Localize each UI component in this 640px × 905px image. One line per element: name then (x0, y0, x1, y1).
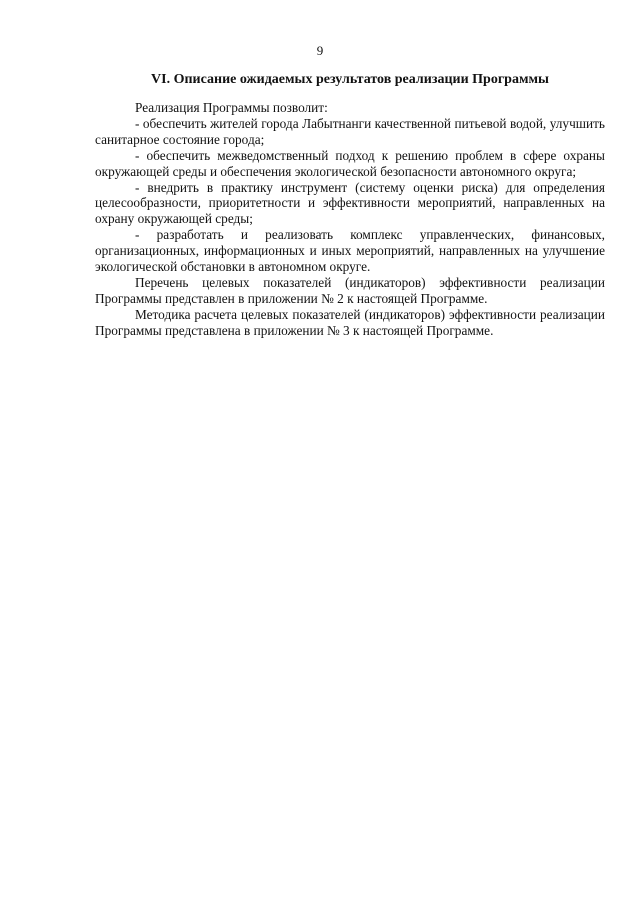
list-item: - обеспечить жителей города Лабытнанги качественной питьевой водой, улучшить санитарное состояние города; (95, 115, 605, 147)
body-text (95, 100, 605, 339)
methodology-paragraph: Методика расчета целевых показателей (индикаторов) эффективности реализации Программы представлена в приложении № 3 к настоящей Программе. (95, 306, 605, 338)
section-title: VI. Описание ожидаемых результатов реализации Программы (151, 72, 549, 87)
intro-paragraph: Реализация Программы позволит: (135, 100, 328, 115)
page-number: 9 (316, 43, 324, 58)
indicators-paragraph: Перечень целевых показателей (индикаторов) эффективности реализации Программы представлен в приложении № 2 к настоящей Программе. (95, 274, 605, 306)
list-item: - обеспечить межведомственный подход к решению проблем в сфере охраны окружающей среды и обеспечения экологической безопасности автономного округа; (95, 147, 605, 179)
list-item: - внедрить в практику инструмент (систему оценки риска) для определения целесообразности, приоритетности и эффективности мероприятий, направленных на охрану окружающей среды; (95, 179, 605, 227)
list-item: - разработать и реализовать комплекс управленческих, финансовых, организационных, информационных и иных мероприятий, направленных на улучшение экологической обстановки в автономном округе. (95, 227, 605, 275)
